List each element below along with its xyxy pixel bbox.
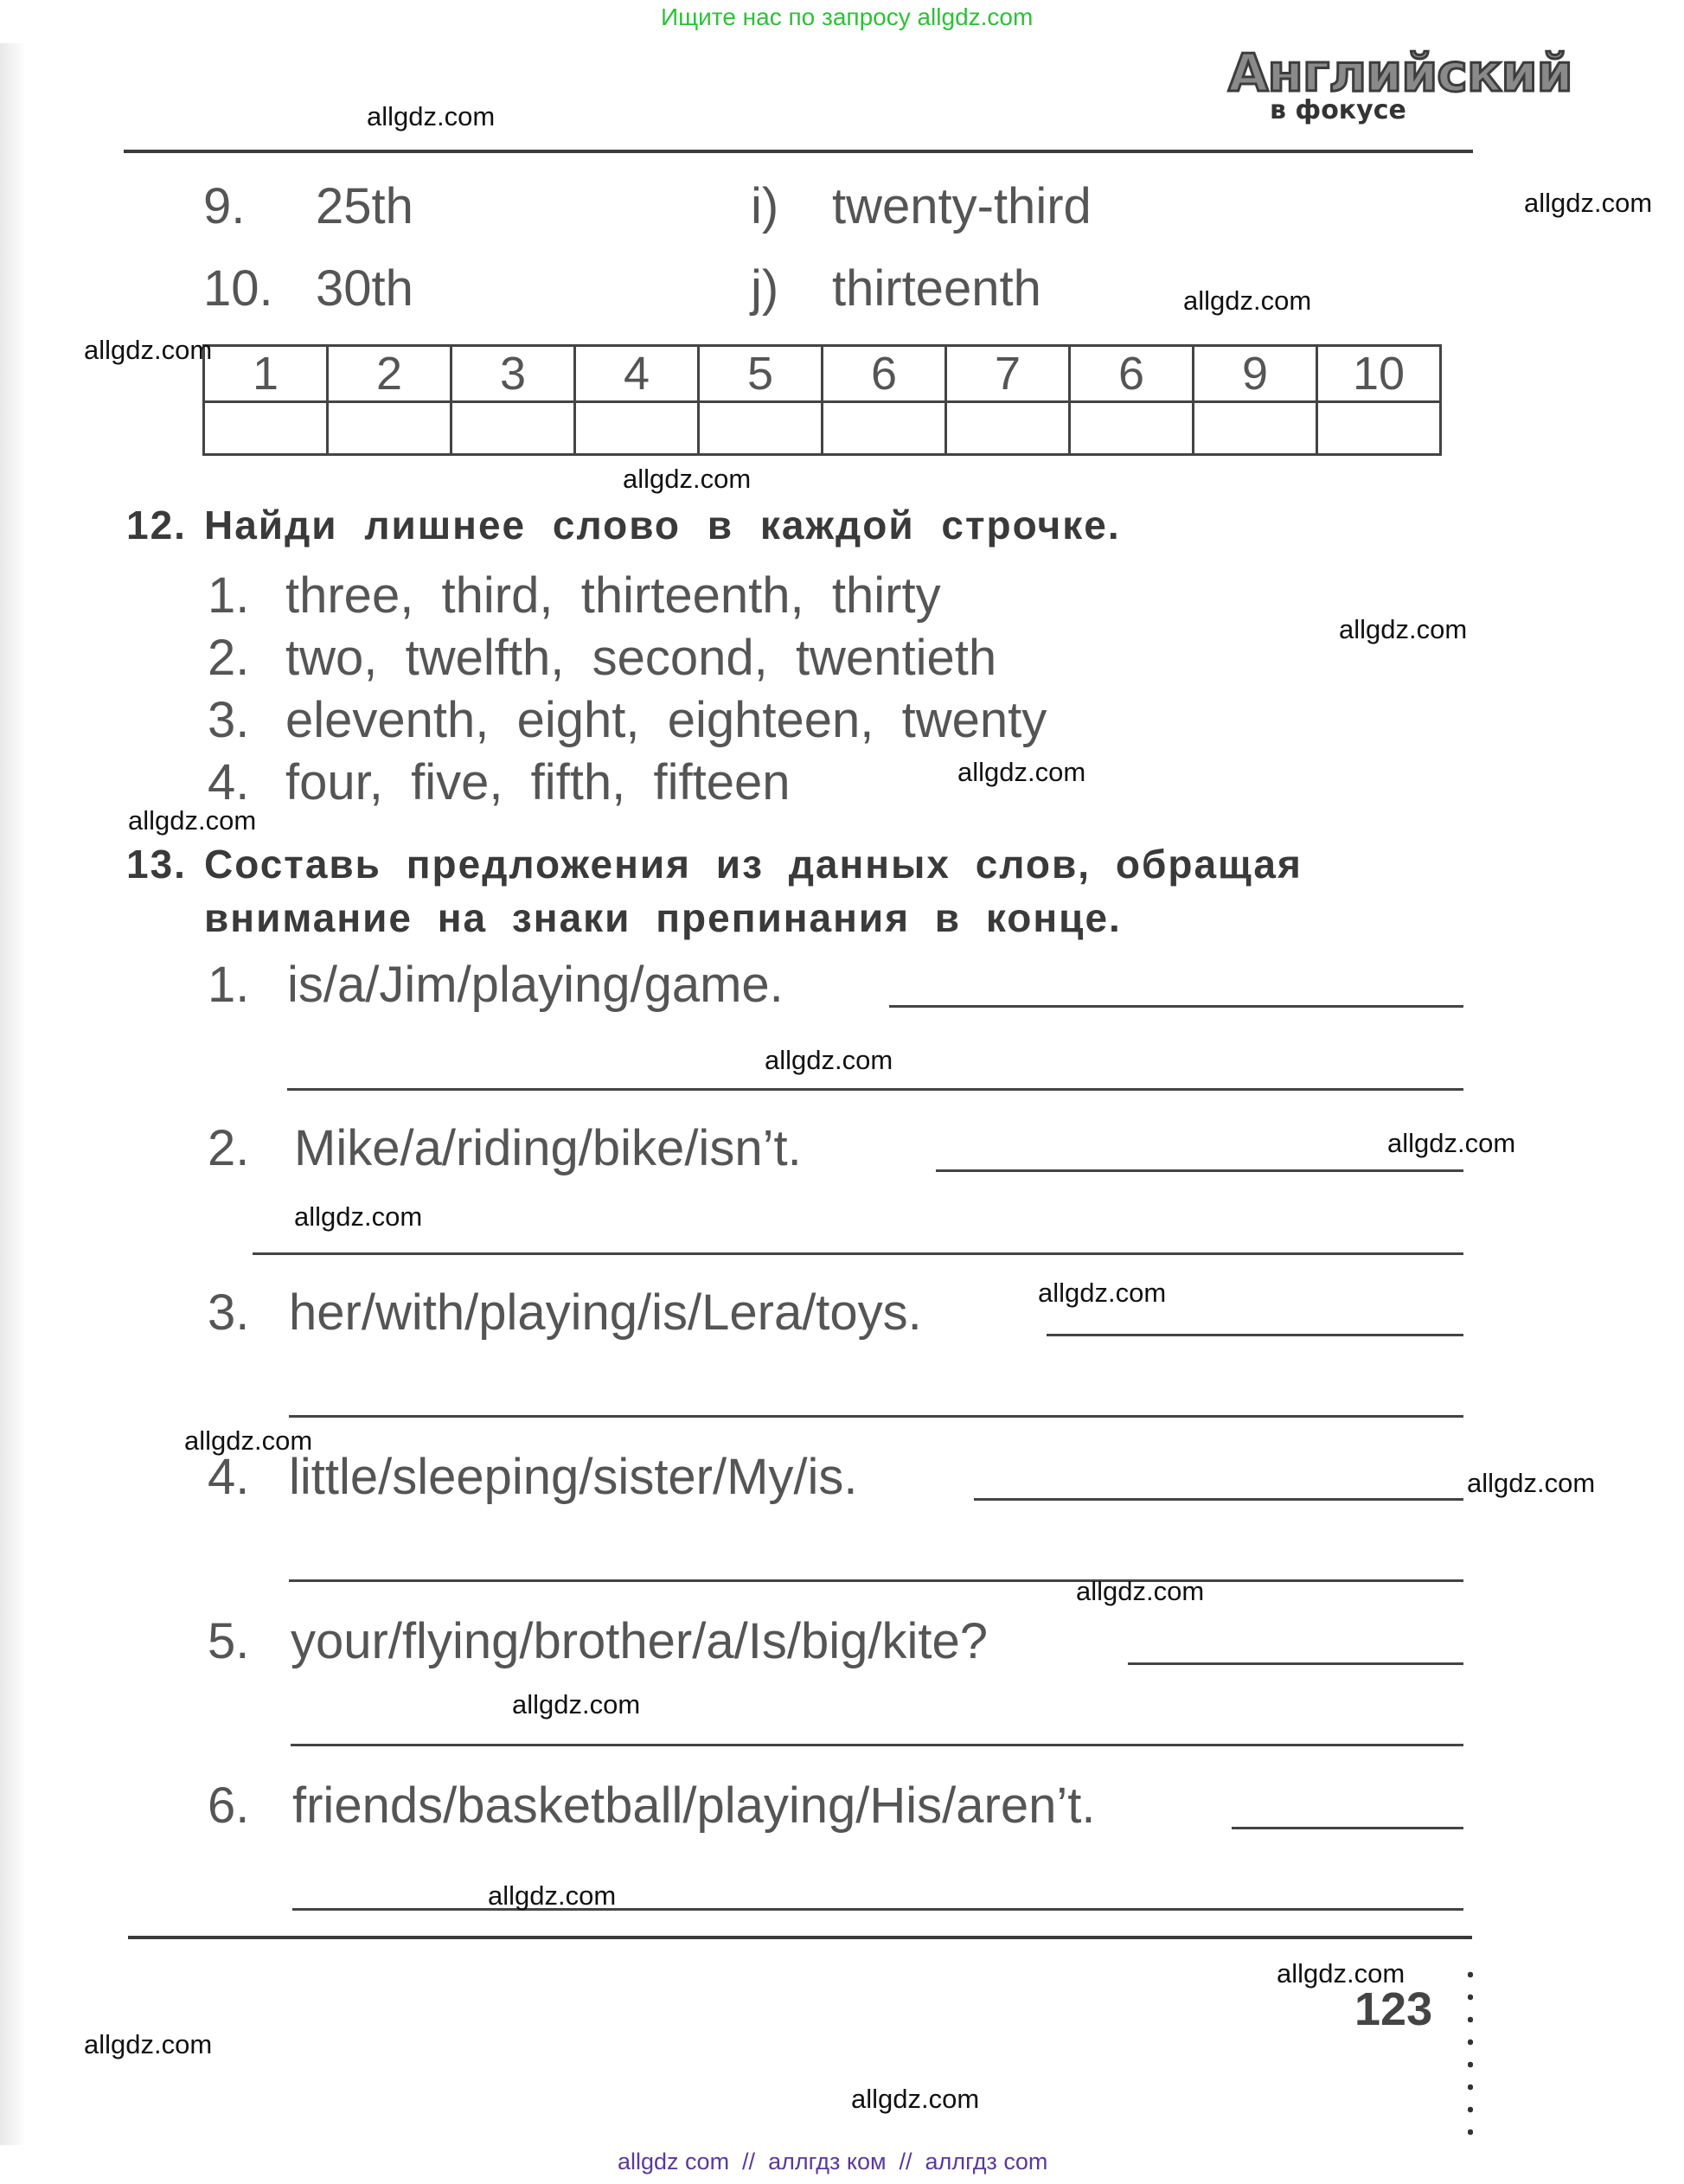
grid-answer-cell[interactable]: [1317, 402, 1441, 455]
match-right-text-i: twenty-third: [832, 178, 1092, 234]
match-right-text-j: thirteenth: [832, 260, 1041, 317]
task13-item-text: friends/basketball/playing/His/aren’t.: [292, 1777, 1096, 1834]
grid-answer-cell[interactable]: [1194, 402, 1317, 455]
watermark[interactable]: allgdz.com: [1183, 285, 1312, 316]
task12-number: 12.: [126, 503, 187, 548]
watermark[interactable]: allgdz.com: [623, 464, 752, 494]
watermark[interactable]: allgdz.com: [1339, 614, 1468, 644]
task12-item-text: three, third, thirteenth, thirty: [285, 567, 941, 624]
task13-item-num: 1.: [208, 957, 250, 1013]
textbook-logo-title: Английский: [1228, 43, 1572, 104]
match-right-letter-j: j): [751, 260, 779, 317]
match-left-text-9: 25th: [316, 178, 413, 234]
answer-line[interactable]: [291, 1744, 1463, 1746]
bottom-banner[interactable]: allgdz com // аллгдз ком // аллгдз com: [618, 2149, 1048, 2174]
page-number: 123: [1354, 1983, 1433, 2035]
header-rule: [124, 150, 1473, 153]
watermark[interactable]: allgdz.com: [84, 335, 213, 365]
grid-header-cell: 6: [823, 346, 946, 402]
grid-header-cell: 5: [699, 346, 823, 402]
task12-item-text: eleventh, eight, eighteen, twenty: [285, 692, 1047, 748]
answer-line[interactable]: [1232, 1827, 1463, 1829]
grid-header-cell: 1: [204, 346, 328, 402]
task13-title-line1: Составь предложения из данных слов, обращая: [204, 842, 1303, 887]
task13-item-num: 2.: [208, 1120, 250, 1176]
answer-line[interactable]: [292, 1908, 1463, 1911]
grid-header-cell: 3: [451, 346, 575, 402]
task13-item-text: your/flying/brother/a/Is/big/kite?: [291, 1613, 988, 1669]
watermark[interactable]: allgdz.com: [1076, 1576, 1205, 1606]
answer-line[interactable]: [974, 1498, 1463, 1501]
task12-item-num: 3.: [208, 692, 250, 748]
task12-item-num: 4.: [208, 754, 250, 810]
watermark[interactable]: allgdz.com: [128, 805, 257, 836]
task13-item-text: Mike/a/riding/bike/isn’t.: [294, 1120, 802, 1176]
perforation-dots: [1468, 1963, 1473, 2145]
watermark[interactable]: allgdz.com: [1467, 1468, 1596, 1498]
page-spine-shadow: [0, 43, 26, 2145]
match-left-num-10: 10.: [203, 260, 273, 317]
watermark[interactable]: allgdz.com: [765, 1045, 893, 1075]
grid-header-cell: 6: [1070, 346, 1194, 402]
watermark[interactable]: allgdz.com: [294, 1201, 423, 1232]
watermark[interactable]: allgdz.com: [84, 2029, 213, 2059]
task13-item-text: little/sleeping/sister/My/is.: [289, 1449, 858, 1505]
grid-header-cell: 10: [1317, 346, 1441, 402]
grid-answer-cell[interactable]: [699, 402, 823, 455]
answer-line[interactable]: [253, 1252, 1463, 1255]
task13-title-line2: внимание на знаки препинания в конце.: [204, 895, 1122, 940]
task12-item-num: 2.: [208, 630, 250, 686]
grid-answer-cell[interactable]: [328, 402, 451, 455]
watermark[interactable]: allgdz.com: [488, 1880, 617, 1911]
watermark[interactable]: allgdz.com: [1524, 188, 1653, 218]
textbook-logo-subtitle: в фокусе: [1270, 95, 1406, 125]
watermark[interactable]: allgdz.com: [367, 101, 496, 131]
answer-line[interactable]: [289, 1579, 1463, 1582]
match-right-letter-i: i): [751, 178, 779, 234]
grid-answer-cell[interactable]: [451, 402, 575, 455]
grid-header-cell: 9: [1194, 346, 1317, 402]
grid-answer-cell[interactable]: [946, 402, 1070, 455]
watermark[interactable]: allgdz.com: [1387, 1128, 1516, 1158]
answer-line[interactable]: [1047, 1334, 1463, 1336]
watermark[interactable]: allgdz.com: [184, 1425, 313, 1456]
task13-number: 13.: [126, 842, 187, 887]
watermark[interactable]: allgdz.com: [1277, 1958, 1405, 1989]
watermark[interactable]: allgdz.com: [957, 757, 1086, 787]
task13-item-text: is/a/Jim/playing/game.: [287, 957, 784, 1013]
top-banner[interactable]: Ищите нас по запросу allgdz.com: [661, 3, 1034, 30]
task12-title: Найди лишнее слово в каждой строчке.: [204, 503, 1121, 548]
grid-answer-cell[interactable]: [823, 402, 946, 455]
answer-line[interactable]: [889, 1005, 1463, 1008]
task13-item-num: 6.: [208, 1777, 250, 1834]
task12-item-num: 1.: [208, 567, 250, 624]
grid-header-cell: 2: [328, 346, 451, 402]
grid-header-cell: 7: [946, 346, 1070, 402]
match-left-text-10: 30th: [316, 260, 413, 317]
grid-answer-cell[interactable]: [204, 402, 328, 455]
task13-item-text: her/with/playing/is/Lera/toys.: [289, 1284, 922, 1341]
task13-item-num: 4.: [208, 1449, 250, 1505]
answer-line[interactable]: [936, 1169, 1463, 1172]
answer-grid: [202, 344, 1442, 456]
task13-item-num: 5.: [208, 1613, 250, 1669]
grid-answer-cell[interactable]: [575, 402, 699, 455]
answer-line[interactable]: [1128, 1662, 1463, 1665]
task13-item-num: 3.: [208, 1284, 250, 1341]
watermark[interactable]: allgdz.com: [512, 1689, 641, 1720]
watermark[interactable]: allgdz.com: [1038, 1278, 1167, 1308]
task12-item-text: four, five, fifth, fifteen: [285, 754, 791, 810]
match-left-num-9: 9.: [203, 178, 246, 234]
watermark[interactable]: allgdz.com: [851, 2084, 980, 2114]
answer-line[interactable]: [289, 1415, 1463, 1418]
answer-line[interactable]: [287, 1088, 1463, 1091]
task12-item-text: two, twelfth, second, twentieth: [285, 630, 997, 686]
grid-answer-cell[interactable]: [1070, 402, 1194, 455]
answer-grid-header-row: [204, 346, 1441, 402]
answer-grid-answer-row: [204, 402, 1441, 455]
grid-header-cell: 4: [575, 346, 699, 402]
footer-rule: [128, 1936, 1472, 1939]
